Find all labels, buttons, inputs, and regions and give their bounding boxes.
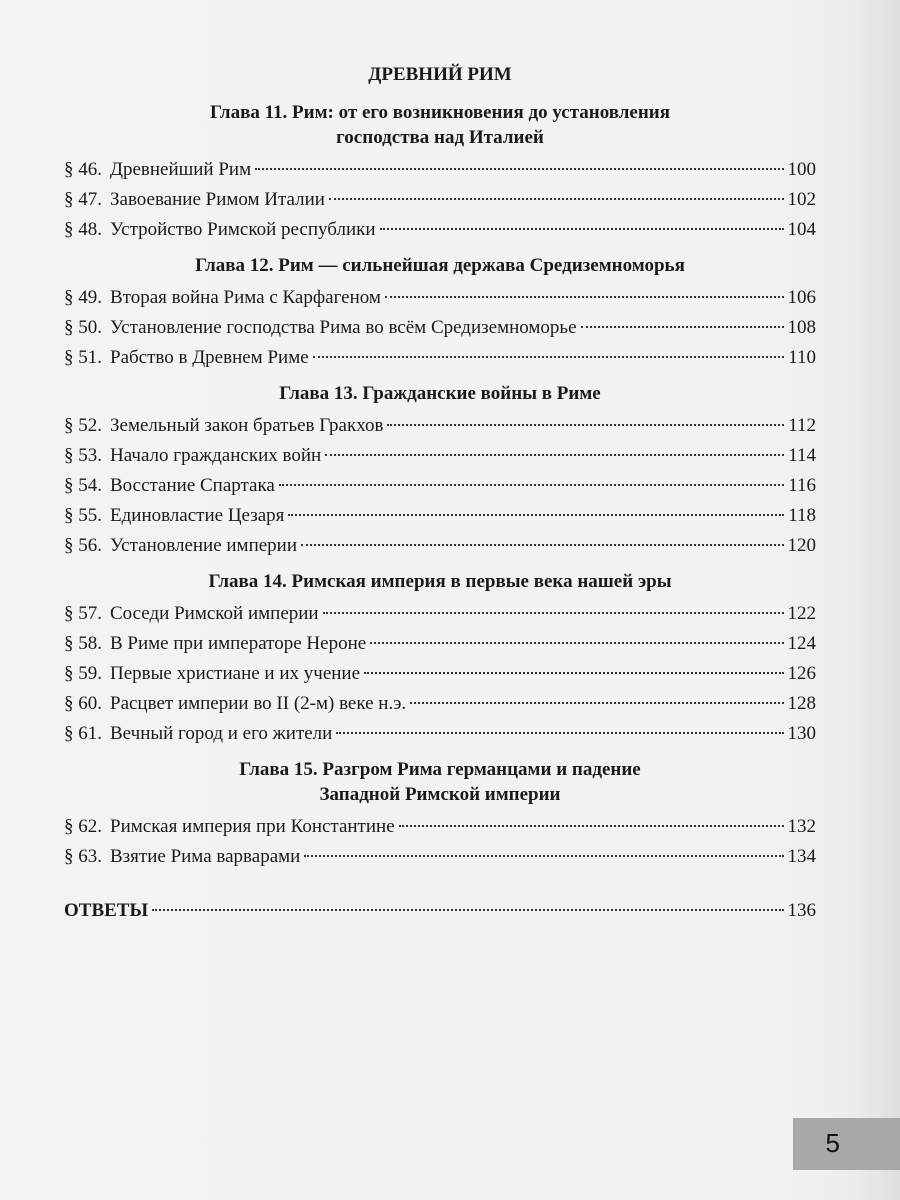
dot-leader — [370, 642, 783, 644]
paragraph-title: Римская империя при Константине — [110, 816, 395, 837]
chapter-block — [64, 757, 816, 872]
dot-leader — [288, 514, 784, 516]
paragraph-number: § 46. — [64, 159, 102, 180]
paragraph-title: Завоевание Римом Италии — [110, 189, 325, 210]
dot-leader — [581, 326, 784, 328]
section-title: ДРЕВНИЙ РИМ — [368, 64, 512, 85]
page-ref: 120 — [787, 535, 816, 556]
chapter-title-line: Глава 14. Римская империя в первые века нашей эры — [208, 571, 672, 592]
page-number-badge — [793, 1118, 900, 1170]
dot-leader — [380, 228, 784, 230]
paragraph-number: § 54. — [64, 475, 102, 496]
chapters-list — [64, 100, 816, 872]
paragraph-title: Устройство Римской республики — [110, 219, 376, 240]
toc-entry[interactable] — [64, 629, 816, 659]
dot-leader — [152, 909, 783, 911]
page-ref: 122 — [787, 603, 816, 624]
toc-entry[interactable] — [64, 343, 816, 373]
page-ref: 126 — [787, 663, 816, 684]
page-ref: 116 — [788, 475, 816, 496]
answers-page: 136 — [787, 900, 816, 921]
page-ref: 106 — [787, 287, 816, 308]
toc-entry[interactable] — [64, 283, 816, 313]
page-ref: 110 — [788, 347, 816, 368]
chapter-block — [64, 569, 816, 749]
answers-entry[interactable] — [64, 896, 816, 926]
page-edge-shadow — [845, 0, 900, 1200]
chapter-title-line: Глава 12. Рим — сильнейшая держава Средиземноморья — [195, 255, 685, 276]
toc-entry[interactable] — [64, 719, 816, 749]
chapter-title — [64, 253, 816, 278]
toc-entry[interactable] — [64, 441, 816, 471]
toc-entry[interactable] — [64, 471, 816, 501]
page-ref: 108 — [787, 317, 816, 338]
paragraph-number: § 61. — [64, 723, 102, 744]
dot-leader — [387, 424, 784, 426]
paragraph-title: Расцвет империи во II (2-м) веке н.э. — [110, 693, 407, 714]
paragraph-number: § 57. — [64, 603, 102, 624]
page-number: 5 — [825, 1128, 840, 1158]
page-ref: 104 — [787, 219, 816, 240]
dot-leader — [336, 732, 783, 734]
paragraph-title: Соседи Римской империи — [110, 603, 319, 624]
toc-entry[interactable] — [64, 185, 816, 215]
table-of-contents — [64, 60, 816, 926]
paragraph-number: § 59. — [64, 663, 102, 684]
dot-leader — [304, 855, 783, 857]
page-ref: 100 — [787, 159, 816, 180]
page-ref: 102 — [787, 189, 816, 210]
chapter-title — [64, 569, 816, 594]
page-ref: 132 — [787, 816, 816, 837]
paragraph-title: Взятие Рима варварами — [110, 846, 301, 867]
paragraph-title: Восстание Спартака — [110, 475, 275, 496]
chapter-block — [64, 100, 816, 245]
page-ref: 130 — [787, 723, 816, 744]
dot-leader — [399, 825, 784, 827]
paragraph-title: Первые христиане и их учение — [110, 663, 361, 684]
toc-entry[interactable] — [64, 155, 816, 185]
chapter-title — [64, 100, 816, 150]
paragraph-number: § 53. — [64, 445, 102, 466]
dot-leader — [313, 356, 785, 358]
toc-entry[interactable] — [64, 842, 816, 872]
paragraph-number: § 47. — [64, 189, 102, 210]
chapter-title — [64, 757, 816, 807]
dot-leader — [301, 544, 783, 546]
toc-entry[interactable] — [64, 215, 816, 245]
paragraph-title: Древнейший Рим — [110, 159, 252, 180]
toc-entry[interactable] — [64, 411, 816, 441]
toc-entry[interactable] — [64, 599, 816, 629]
dot-leader — [255, 168, 783, 170]
paragraph-title: Вечный город и его жители — [110, 723, 333, 744]
dot-leader — [325, 454, 784, 456]
page-ref: 124 — [787, 633, 816, 654]
toc-entry[interactable] — [64, 531, 816, 561]
chapter-title-line: Глава 15. Разгром Рима германцами и падение — [239, 759, 641, 780]
chapter-block — [64, 253, 816, 373]
paragraph-number: § 48. — [64, 219, 102, 240]
paragraph-title: Рабство в Древнем Риме — [110, 347, 309, 368]
paragraph-number: § 63. — [64, 846, 102, 867]
dot-leader — [385, 296, 784, 298]
chapter-title-line: Глава 13. Гражданские войны в Риме — [279, 383, 601, 404]
paragraph-title: Единовластие Цезаря — [110, 505, 285, 526]
chapter-title-line: Глава 11. Рим: от его возникновения до установления — [209, 102, 671, 123]
paragraph-number: § 51. — [64, 347, 102, 368]
toc-entry[interactable] — [64, 501, 816, 531]
paragraph-title: Вторая война Рима с Карфагеном — [110, 287, 381, 308]
chapter-title-line: Западной Римской империи — [319, 784, 561, 805]
chapter-title-line: господства над Италией — [336, 127, 544, 148]
page-ref: 112 — [788, 415, 816, 436]
paragraph-title: В Риме при императоре Нероне — [110, 633, 367, 654]
toc-entry[interactable] — [64, 313, 816, 343]
paragraph-number: § 60. — [64, 693, 102, 714]
paragraph-number: § 52. — [64, 415, 102, 436]
paragraph-number: § 58. — [64, 633, 102, 654]
toc-entry[interactable] — [64, 659, 816, 689]
page-ref: 114 — [788, 445, 816, 466]
paragraph-title: Установление господства Рима во всём Средиземноморье — [110, 317, 577, 338]
dot-leader — [279, 484, 784, 486]
paragraph-number: § 56. — [64, 535, 102, 556]
page-ref: 134 — [787, 846, 816, 867]
dot-leader — [410, 702, 783, 704]
paragraph-number: § 50. — [64, 317, 102, 338]
paragraph-number: § 55. — [64, 505, 102, 526]
page-ref: 118 — [788, 505, 816, 526]
toc-entry[interactable] — [64, 812, 816, 842]
paragraph-title: Земельный закон братьев Гракхов — [110, 415, 384, 436]
toc-entry[interactable] — [64, 689, 816, 719]
chapter-block — [64, 381, 816, 561]
paragraph-title: Установление империи — [110, 535, 298, 556]
answers-label: ОТВЕТЫ — [64, 900, 149, 921]
chapter-title — [64, 381, 816, 406]
dot-leader — [329, 198, 784, 200]
dot-leader — [364, 672, 783, 674]
paragraph-title: Начало гражданских войн — [110, 445, 322, 466]
dot-leader — [323, 612, 784, 614]
paragraph-number: § 49. — [64, 287, 102, 308]
page-ref: 128 — [787, 693, 816, 714]
paragraph-number: § 62. — [64, 816, 102, 837]
